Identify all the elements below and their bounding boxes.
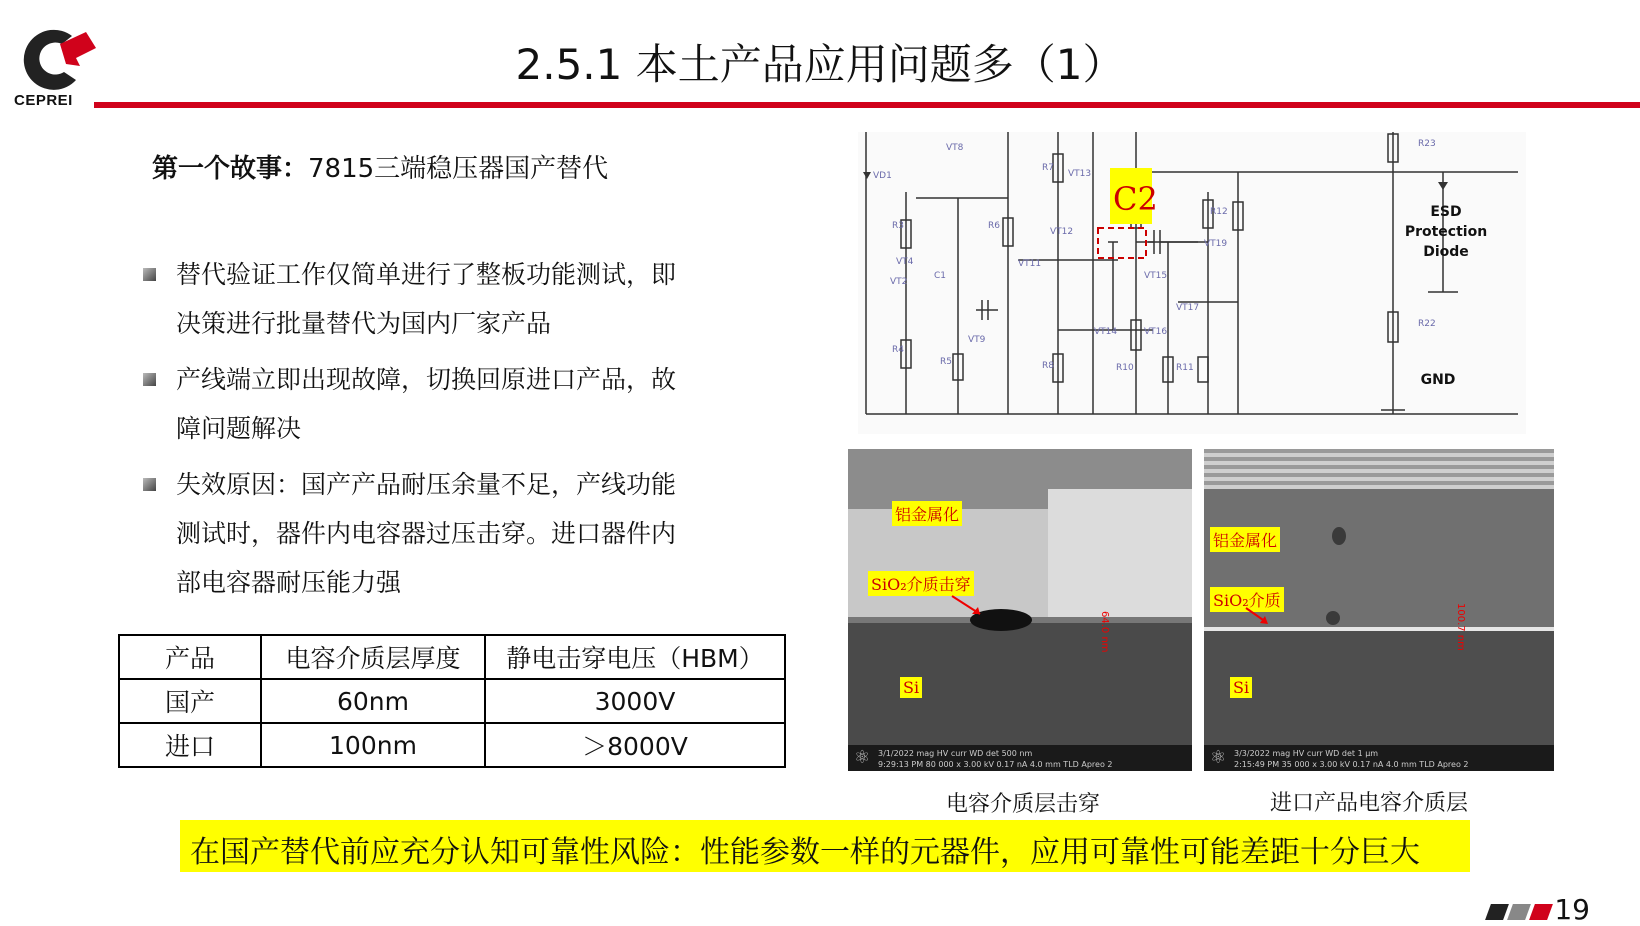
sem-label-si: Si (1230, 677, 1252, 698)
bullet-line: 决策进行批量替代为国内厂家产品 (176, 309, 552, 338)
bullet-square-icon (143, 268, 156, 281)
gnd-label: GND (1420, 372, 1456, 388)
circuit-label: VT8 (946, 143, 964, 153)
bullet-line: 产线端立即出现故障，切换回原进口产品，故 (176, 365, 677, 394)
thickness-label: 64.0 nm (1099, 611, 1110, 653)
circuit-label: R23 (1418, 139, 1436, 149)
atom-icon: ⚛ (1210, 747, 1227, 768)
sem-image-left (848, 449, 1192, 771)
sem-info: 2:15:49 PM 35 000 x 3.00 kV 0.17 nA 4.0 mm TLD Apreo 2 (1234, 760, 1469, 769)
circuit-label: VT12 (1050, 227, 1074, 237)
circuit-label: VT17 (1176, 303, 1200, 313)
circuit-label: R7 (1042, 163, 1054, 173)
circuit-label: VT2 (890, 277, 908, 287)
sem-label-metal: 铝金属化 (892, 501, 962, 526)
arrow-icon (1244, 606, 1274, 628)
bullet-item (143, 355, 743, 453)
bullet-line: 失效原因：国产产品耐压余量不足，产线功能 (176, 470, 677, 499)
circuit-label: VT16 (1144, 327, 1168, 337)
bullet-item (143, 460, 743, 607)
bullet-line: 测试时，器件内电容器过压击穿。进口器件内 (176, 519, 677, 548)
table-row (119, 723, 785, 767)
circuit-label: R22 (1418, 319, 1436, 329)
circuit-label: VT13 (1068, 169, 1092, 179)
circuit-label: R3 (892, 221, 904, 231)
esd-label: ESD (1430, 204, 1462, 220)
page-number: 19 (1554, 893, 1590, 926)
footer-bar-icon (1529, 904, 1553, 920)
esd-label: Protection (1404, 224, 1488, 240)
circuit-label: VT19 (1204, 239, 1228, 249)
circuit-label: R5 (940, 357, 952, 367)
circuit-label: VT11 (1018, 259, 1042, 269)
circuit-schematic (858, 132, 1526, 434)
bullet-item (143, 250, 743, 348)
circuit-label: VT14 (1094, 327, 1118, 337)
table-cell: ＞8000V (485, 723, 785, 767)
circuit-label: VT4 (896, 257, 914, 267)
comparison-table (118, 634, 786, 768)
table-cell: 100nm (261, 723, 485, 767)
circuit-label: R11 (1176, 363, 1194, 373)
sem-label-metal: 铝金属化 (1210, 527, 1280, 552)
sem-info: 3/1/2022 mag HV curr WD det 500 nm (878, 749, 1033, 758)
table-cell: 60nm (261, 679, 485, 723)
table-header-row (119, 635, 785, 679)
circuit-label: R10 (1116, 363, 1134, 373)
story-heading (152, 148, 608, 185)
story-text: 7815三端稳压器国产替代 (308, 154, 609, 184)
footer-bar-icon (1507, 904, 1531, 920)
circuit-label: R6 (988, 221, 1000, 231)
sem-label-si: Si (900, 677, 922, 698)
arrow-icon (950, 594, 990, 618)
page-title: 2.5.1 本土产品应用问题多（1） (515, 40, 1125, 89)
bullet-line: 替代验证工作仅简单进行了整板功能测试，即 (176, 260, 677, 289)
sem-label-dielectric: SiO₂介质 (1210, 587, 1284, 612)
circuit-label: R12 (1210, 207, 1228, 217)
circuit-label: VT15 (1144, 271, 1168, 281)
circuit-label: VT9 (968, 335, 986, 345)
conclusion-text: 在国产替代前应充分认知可靠性风险：性能参数一样的元器件，应用可靠性可能差距十分巨大 (190, 835, 1420, 870)
caption-right: 进口产品电容介质层 (1270, 791, 1469, 816)
title-divider (94, 102, 1640, 108)
caption-left: 电容介质层击穿 (946, 792, 1101, 817)
circuit-label: C1 (934, 271, 947, 281)
story-label: 第一个故事： (152, 154, 309, 184)
sem-label-breakdown: SiO₂介质击穿 (868, 571, 974, 596)
circuit-label: VD1 (873, 171, 892, 181)
logo-text: CEPREI (14, 92, 73, 109)
table-header: 产品 (119, 635, 261, 679)
footer-bar-icon (1485, 904, 1509, 920)
esd-label: Diode (1423, 244, 1469, 260)
circuit-label: R8 (1042, 361, 1054, 371)
sem-info: 9:29:13 PM 80 000 x 3.00 kV 0.17 nA 4.0 mm TLD Apreo 2 (878, 760, 1113, 769)
bullet-square-icon (143, 478, 156, 491)
table-cell: 3000V (485, 679, 785, 723)
table-row (119, 679, 785, 723)
circuit-label: R4 (892, 345, 904, 355)
c2-label: C2 (1113, 180, 1158, 218)
table-header: 电容介质层厚度 (261, 635, 485, 679)
thickness-label: 100.7 nm (1455, 603, 1466, 651)
table-header: 静电击穿电压（HBM） (485, 635, 785, 679)
table-cell: 进口 (119, 723, 261, 767)
sem-info: 3/3/2022 mag HV curr WD det 1 μm (1234, 749, 1379, 758)
table-cell: 国产 (119, 679, 261, 723)
atom-icon: ⚛ (854, 747, 871, 768)
bullet-square-icon (143, 373, 156, 386)
bullet-line: 障问题解决 (176, 414, 302, 443)
bullet-line: 部电容器耐压能力强 (176, 568, 402, 597)
